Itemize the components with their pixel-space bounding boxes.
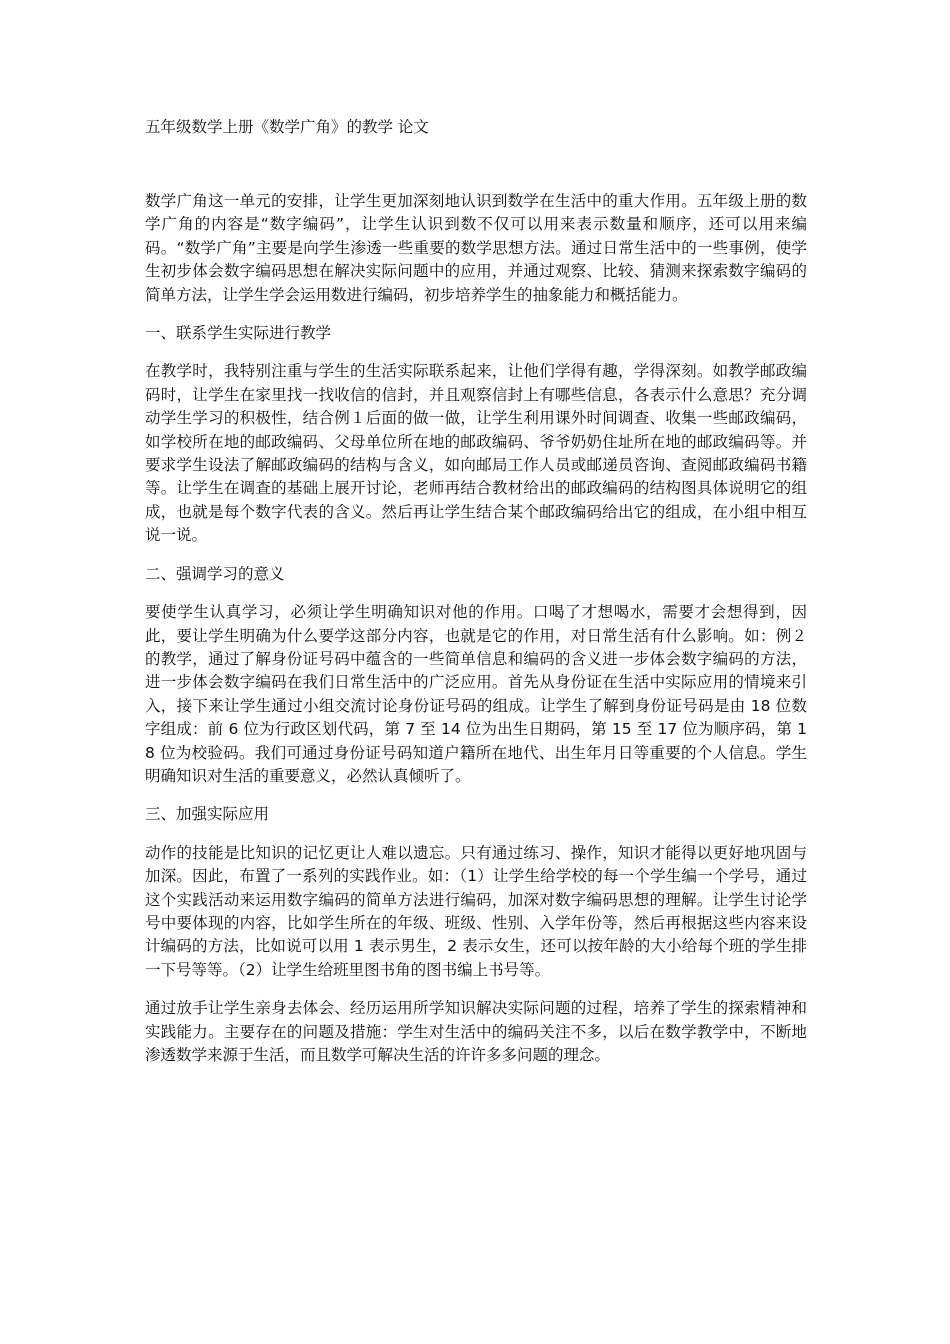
- intro-paragraph: 数学广角这一单元的安排，让学生更加深刻地认识到数学在生活中的重大作用。五年级上册的数学广角的内容是“数字编码”，让学生认识到数不仅可以用来表示数量和顺序，还可以用来编码。“数学广角”主要是向学生渗透一些重要的数学思想方法。通过日常生活中的一些事例，使学生初步体会数字编码思想在解决实际问题中的应用，并通过观察、比较、猜测来探索数字编码的简单方法，让学生学会运用数进行编码，初步培养学生的抽象能力和概括能力。: [145, 192, 807, 304]
- section-heading-3: 三、加强实际应用: [145, 805, 270, 824]
- section-body-3: 动作的技能是比知识的记忆更让人难以遗忘。只有通过练习、操作，知识才能得以更好地巩固与加深。因此，布置了一系列的实践作业。如：（1）让学生给学校的每一个学生编一个学号，通过这个实践活动来运用数字编码的简单方法进行编码，加深对数字编码思想的理解。让学生讨论学号中要体现的内容，比如学生所在的年级、班级、性别、入学年份等，然后再根据这些内容来设计编码的方法，比如说可以用 1 表示男生，2 表示女生，还可以按年龄的大小给每个班的学生排一下号等等。（2）让学生给班里图书角的图书编上书号等。: [145, 843, 807, 979]
- document-page: [145, 116, 807, 1082]
- document-title: 五年级数学上册《数学广角》的教学 论文: [145, 118, 429, 136]
- conclusion-paragraph: 通过放手让学生亲身去体会、经历运用所学知识解决实际问题的过程，培养了学生的探索精神和实践能力。主要存在的问题及措施：学生对生活中的编码关注不多，以后在数学教学中，不断地渗透数学来源于生活，而且数学可解决生活的许许多多问题的理念。: [145, 999, 807, 1064]
- section-heading-1: 一、联系学生实际进行教学: [145, 324, 332, 343]
- section-heading-2: 二、强调学习的意义: [145, 564, 285, 583]
- section-body-2: 要使学生认真学习，必须让学生明确知识对他的作用。口喝了才想喝水，需要才会想得到，因此，要让学生明确为什么要学这部分内容，也就是它的作用，对日常生活有什么影响。如：例２的教学，通过了解身份证号码中蕴含的一些简单信息和编码的含义进一步体会数字编码的方法，进一步体会数字编码在我们日常生活中的广泛应用。首先从身份证在生活中实际应用的情境来引入，接下来让学生通过小组交流讨论身份证号码的组成。让学生了解到身份证号码是由 18 位数字组成：前 6 位为行政区划代码，第 7 至 14 位为出生日期码，第 15 至 17 位为顺序码，第 18 位为校验码。我们可通过身份证号码知道户籍所在地代、出生年月日等重要的个人信息。学生明确知识对生活的重要意义，必然认真倾听了。: [145, 603, 807, 785]
- section-body-1: 在教学时，我特别注重与学生的生活实际联系起来，让他们学得有趣，学得深刻。如教学邮政编码时，让学生在家里找一找收信的信封，并且观察信封上有哪些信息，各表示什么意思？充分调动学生学习的积极性，结合例１后面的做一做，让学生利用课外时间调查、收集一些邮政编码，如学校所在地的邮政编码、父母单位所在地的邮政编码、爷爷奶奶住址所在地的邮政编码等。并要求学生设法了解邮政编码的结构与含义，如向邮局工作人员或邮递员咨询、查阅邮政编码书籍等。让学生在调查的基础上展开讨论，老师再结合教材给出的邮政编码的结构图具体说明它的组成，也就是每个数字代表的含义。然后再让学生结合某个邮政编码给出它的组成，在小组中相互说一说。: [145, 362, 807, 545]
